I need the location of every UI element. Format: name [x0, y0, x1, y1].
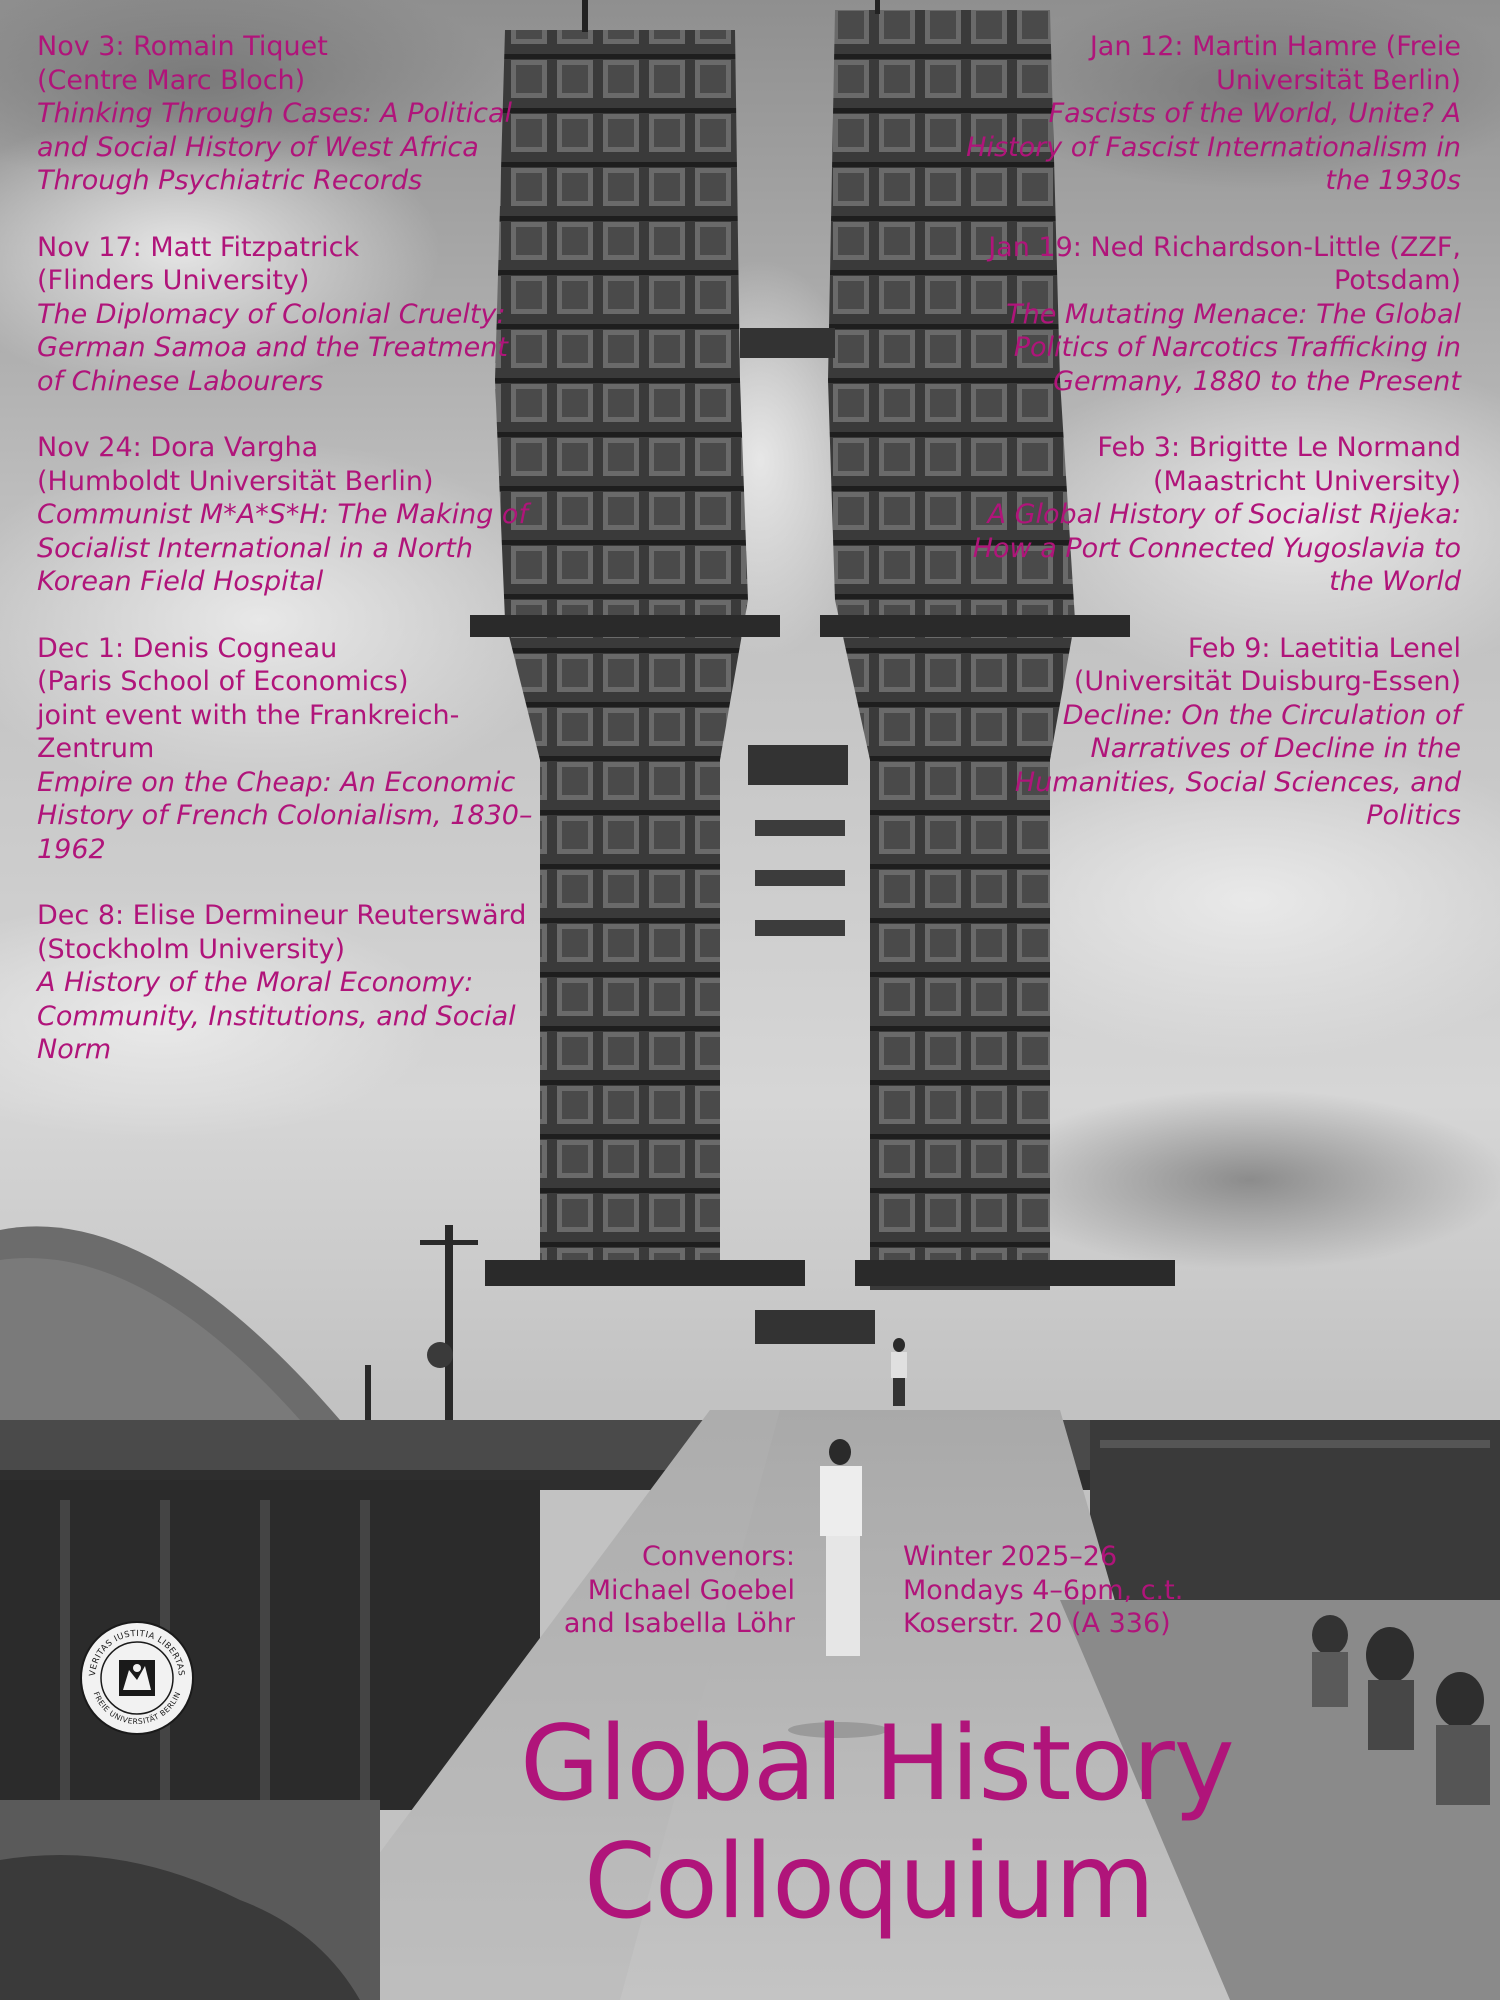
- schedule-room: Koserstr. 20 (A 336): [903, 1608, 1171, 1639]
- talk-date-speaker: Nov 3: Romain Tiquet: [37, 31, 328, 62]
- poster-title: [520, 1705, 1420, 1941]
- talk-title: The Diplomacy of Colonial Cruelty: German Samoa and the Treatment of Chinese Labourers: [37, 298, 508, 397]
- talk-date-speaker: Nov 17: Matt Fitzpatrick: [37, 231, 360, 263]
- poster-title-line: Global History: [520, 1704, 1234, 1824]
- talk-date-speaker: Jan 12: Martin Hamre (Freie Universität Berlin): [1089, 31, 1461, 96]
- talk-affiliation: (Centre Marc Bloch): [37, 64, 306, 96]
- talk-title: Empire on the Cheap: An Economic History of French Colonialism, 1830–1962: [37, 766, 533, 865]
- seal-motto-bottom: FREIE UNIVERSITÄT BERLIN: [91, 1690, 183, 1727]
- talk-entry: [37, 899, 537, 1067]
- left-talks-column: [37, 30, 537, 1100]
- poster-title-line: Colloquium: [584, 1822, 1155, 1942]
- right-talks-column: [961, 30, 1461, 866]
- talk-date-speaker: Jan 19: Ned Richardson-Little (ZZF, Potsdam): [988, 231, 1461, 296]
- talk-title: Fascists of the World, Unite? A History of Fascist Internationalism in the 1930s: [966, 98, 1461, 196]
- talk-title: The Mutating Menace: The Global Politics of Narcotics Trafficking in Germany, 1880 to the Present: [1006, 298, 1461, 397]
- talk-date-speaker: Feb 3: Brigitte Le Normand: [1097, 432, 1461, 463]
- schedule-term: Winter 2025–26: [903, 1541, 1118, 1572]
- talk-entry: [37, 231, 537, 399]
- talk-entry: [37, 431, 537, 599]
- talk-title: A Global History of Socialist Rijeka: How a Port Connected Yugoslavia to the World: [972, 499, 1461, 597]
- talk-entry: [961, 632, 1461, 833]
- talk-entry: [961, 231, 1461, 399]
- schedule-block: [903, 1540, 1233, 1641]
- talk-entry: [37, 30, 537, 198]
- convenors-label: Convenors:: [642, 1541, 795, 1572]
- talk-title: Thinking Through Cases: A Political and Social History of West Africa Through Psychiatric Records: [37, 98, 513, 196]
- talk-entry: [961, 431, 1461, 599]
- talk-affiliation: (Paris School of Economics): [37, 666, 409, 697]
- convenors-block: [495, 1540, 795, 1641]
- talk-title: Decline: On the Circulation of Narratives of Decline in the Humanities, Social Sciences, and Politics: [1014, 699, 1461, 831]
- talk-entry: [961, 30, 1461, 198]
- seal-motto-top: VERITAS IUSTITIA LIBERTAS: [87, 1628, 187, 1677]
- talk-date-speaker: Dec 1: Denis Cogneau: [37, 632, 338, 664]
- talk-date-speaker: Feb 9: Laetitia Lenel: [1187, 632, 1461, 664]
- convenor-line: and Isabella Löhr: [563, 1608, 795, 1639]
- talk-affiliation: (Flinders University): [37, 265, 310, 296]
- schedule-time: Mondays 4–6pm, c.t.: [903, 1574, 1184, 1606]
- university-seal-icon: [79, 1620, 195, 1736]
- talk-affiliation: (Humboldt Universität Berlin): [37, 465, 434, 497]
- talk-entry: [37, 632, 537, 867]
- convenor-line: Michael Goebel: [587, 1574, 795, 1606]
- talk-note: joint event with the Frankreich-Zentrum: [37, 699, 460, 764]
- talk-affiliation: (Universität Duisburg-Essen): [1073, 666, 1461, 697]
- talk-title: Communist M*A*S*H: The Making of Socialist International in a North Korean Field Hospital: [37, 499, 528, 597]
- talk-affiliation: (Stockholm University): [37, 933, 346, 965]
- talk-affiliation: (Maastricht University): [1152, 465, 1461, 497]
- talk-date-speaker: Dec 8: Elise Dermineur Reuterswärd: [37, 900, 527, 931]
- talk-date-speaker: Nov 24: Dora Vargha: [37, 432, 319, 463]
- talk-title: A History of the Moral Economy: Community, Institutions, and Social Norm: [37, 967, 516, 1065]
